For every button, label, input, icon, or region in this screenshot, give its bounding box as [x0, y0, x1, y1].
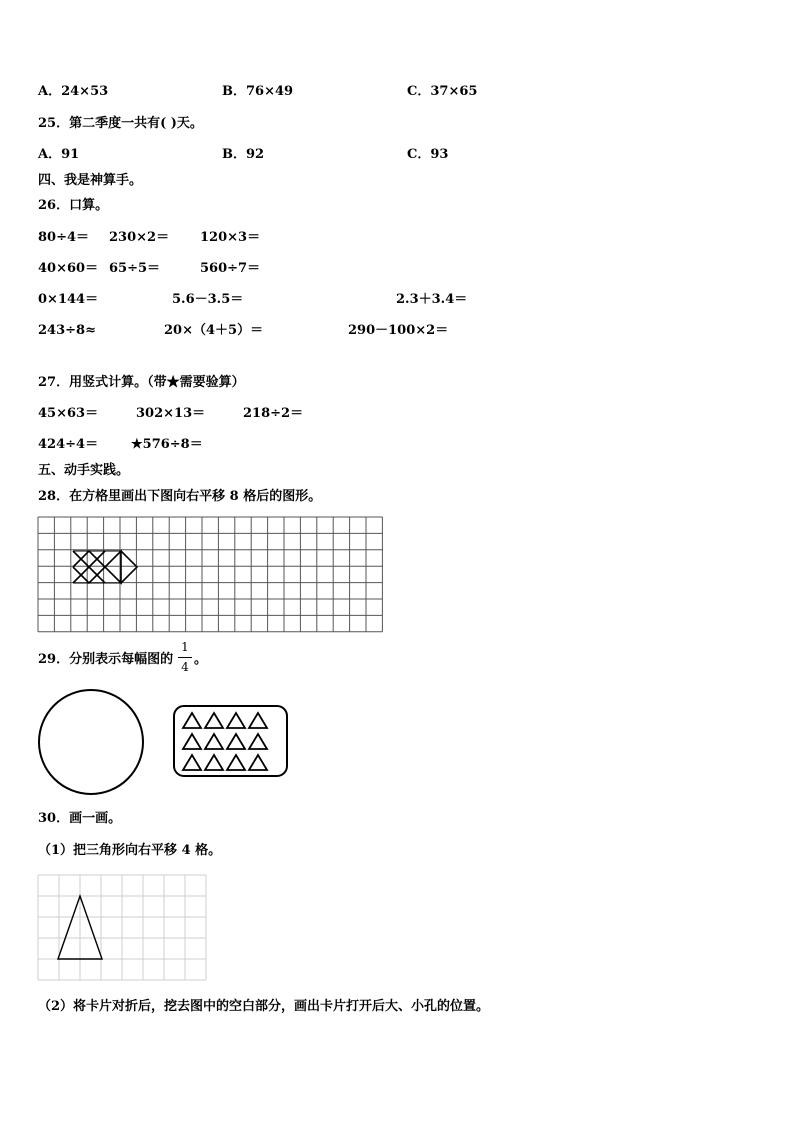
q26-item: 5.6－3.5＝ — [172, 292, 244, 307]
q29-small-triangle — [249, 755, 267, 770]
q29-fraction-bar — [178, 657, 192, 658]
q30-grid-figure — [38, 875, 208, 981]
q29-small-triangle — [227, 734, 245, 749]
q29-small-triangle — [183, 755, 201, 770]
q29-small-triangle — [227, 755, 245, 770]
q27-item: 424÷4＝ — [38, 437, 99, 452]
q29-numerator: 1 — [181, 640, 189, 654]
q29-text: 29．分别表示每幅图的 — [38, 652, 174, 667]
q27-item: 45×63＝ — [38, 406, 99, 421]
q25-option-b: B．92 — [222, 147, 265, 162]
q28-right-tip — [121, 551, 137, 583]
q30-title: 30．画一画。 — [38, 811, 122, 826]
q26-item: 80÷4＝ — [38, 230, 90, 245]
q29-fraction — [178, 640, 192, 676]
q26-item: 290－100×2＝ — [348, 323, 449, 338]
q26-item: 40×60＝ — [38, 261, 99, 276]
q24-option-b: B．76×49 — [222, 84, 294, 99]
q26-item: 243÷8≈ — [38, 323, 96, 338]
q25-stem: 25．第二季度一共有( )天。 — [38, 116, 203, 131]
q30-part1: （1）把三角形向右平移 4 格。 — [38, 843, 222, 858]
q28-text: 28．在方格里画出下图向右平移 8 格后的图形。 — [38, 489, 322, 504]
q27-item: 302×13＝ — [136, 406, 206, 421]
q29-small-triangle — [183, 734, 201, 749]
q30-part2: （2）将卡片对折后，挖去图中的空白部分，画出卡片打开后大、小孔的位置。 — [38, 999, 490, 1014]
q29-denominator: 4 — [181, 660, 189, 674]
section-4-heading: 四、我是神算手。 — [38, 173, 143, 188]
q29-small-triangle — [205, 734, 223, 749]
q29-small-triangle — [183, 713, 201, 728]
q29-suffix: 。 — [194, 652, 208, 667]
q29-small-triangle — [205, 755, 223, 770]
q29-triangle-card — [172, 704, 290, 778]
q25-option-c: C．93 — [407, 147, 449, 162]
q26-item: 65÷5＝ — [109, 261, 161, 276]
q28-grid-figure — [38, 517, 388, 634]
q26-item: 560÷7＝ — [200, 261, 261, 276]
q29-circle — [37, 688, 147, 798]
q26-item: 120×3＝ — [200, 230, 261, 245]
q26-item: 20×（4＋5）＝ — [164, 323, 264, 338]
q29-small-triangle — [227, 713, 245, 728]
q27-item: ★576÷8＝ — [131, 437, 203, 452]
q27-title: 27．用竖式计算。（带★需要验算） — [38, 375, 245, 390]
q26-item: 230×2＝ — [109, 230, 170, 245]
q27-item: 218÷2＝ — [243, 406, 304, 421]
q28-right-diamond — [105, 551, 121, 583]
q26-item: 2.3＋3.4＝ — [396, 292, 468, 307]
q25-option-a: A．91 — [38, 147, 80, 162]
q29-small-triangle — [205, 713, 223, 728]
q24-option-a: A．24×53 — [38, 84, 109, 99]
q26-title: 26．口算。 — [38, 198, 109, 213]
q29-small-triangle — [249, 734, 267, 749]
q24-option-c: C．37×65 — [407, 84, 478, 99]
section-5-heading: 五、动手实践。 — [38, 463, 130, 478]
q26-item: 0×144＝ — [38, 292, 99, 307]
q29-small-triangle — [249, 713, 267, 728]
